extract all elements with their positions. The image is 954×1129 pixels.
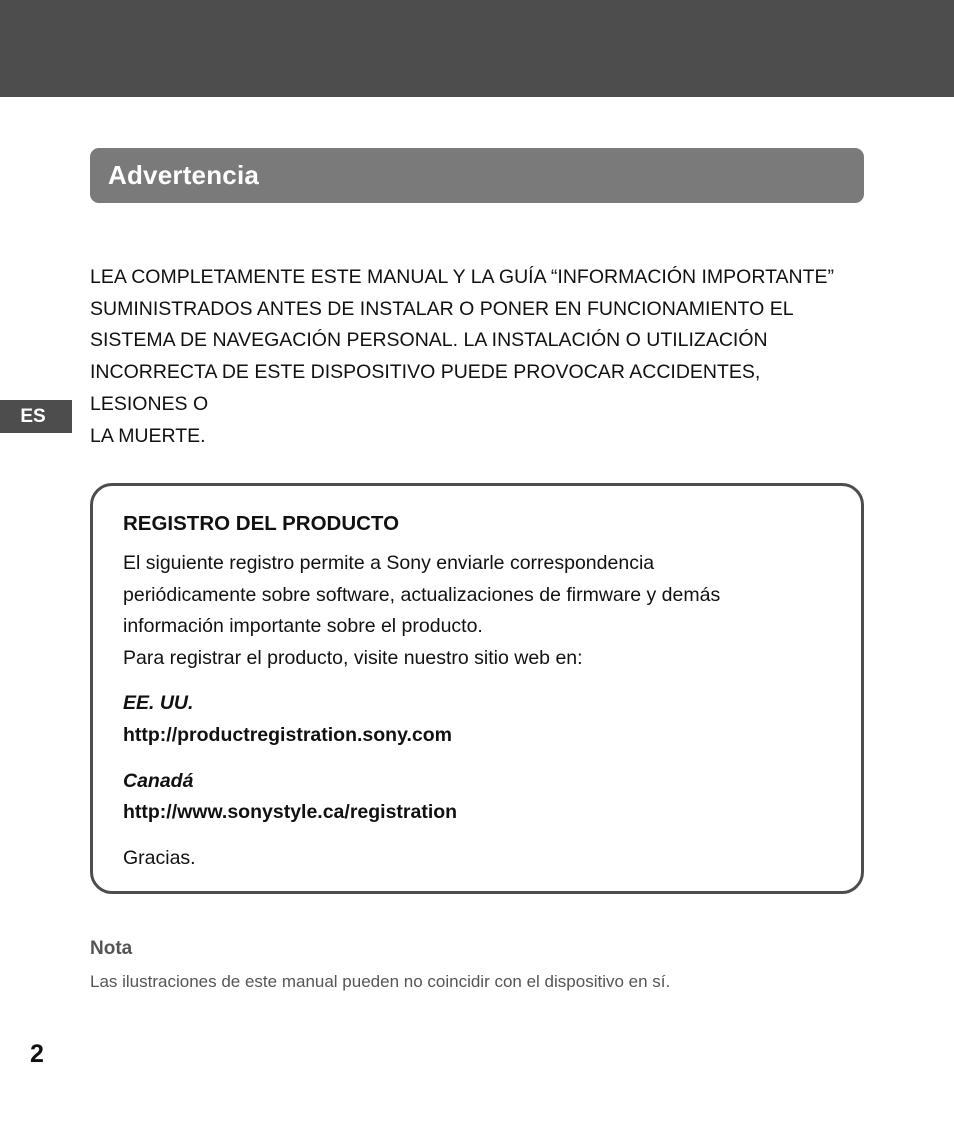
header-band: [0, 0, 954, 97]
registration-link-canada[interactable]: http://www.sonystyle.ca/registration: [123, 801, 458, 824]
warning-line: LEA COMPLETAMENTE ESTE MANUAL Y LA GUÍA “INFORMACIÓN IMPORTANTE”: [90, 266, 835, 288]
page-number: 2: [30, 1040, 44, 1068]
registration-line: información importante sobre el producto.: [123, 615, 483, 638]
closing-text: Gracias.: [123, 846, 196, 869]
section-header: [90, 148, 864, 203]
registration-body: [123, 548, 831, 674]
warning-line: LA MUERTE.: [90, 424, 206, 447]
language-tab: ES: [0, 400, 72, 433]
region-canada: [123, 766, 831, 829]
registration-line: El siguiente registro permite a Sony enviarle correspondencia: [123, 552, 655, 574]
region-usa: [123, 688, 831, 751]
note-text: Las ilustraciones de este manual pueden no coincidir con el dispositivo en sí.: [90, 972, 671, 991]
warning-line: SISTEMA DE NAVEGACIÓN PERSONAL. LA INSTALACIÓN O UTILIZACIÓN: [90, 329, 768, 352]
registration-line: Para registrar el producto, visite nuestro sitio web en:: [123, 646, 583, 669]
registration-link-usa[interactable]: http://productregistration.sony.com: [123, 723, 452, 746]
registration-line: periódicamente sobre software, actualizaciones de firmware y demás: [123, 583, 721, 606]
region-name: Canadá: [123, 769, 194, 792]
region-name: EE. UU.: [123, 692, 194, 715]
warning-paragraph: [90, 262, 860, 452]
note-label: Nota: [90, 938, 133, 959]
warning-line: SUMINISTRADOS ANTES DE INSTALAR O PONER EN FUNCIONAMIENTO EL: [90, 297, 794, 320]
registration-box: [90, 483, 864, 894]
warning-line: INCORRECTA DE ESTE DISPOSITIVO PUEDE PROVOCAR ACCIDENTES, LESIONES O: [90, 361, 761, 415]
section-title: Advertencia: [108, 160, 260, 190]
registration-title: REGISTRO DEL PRODUCTO: [123, 512, 400, 535]
